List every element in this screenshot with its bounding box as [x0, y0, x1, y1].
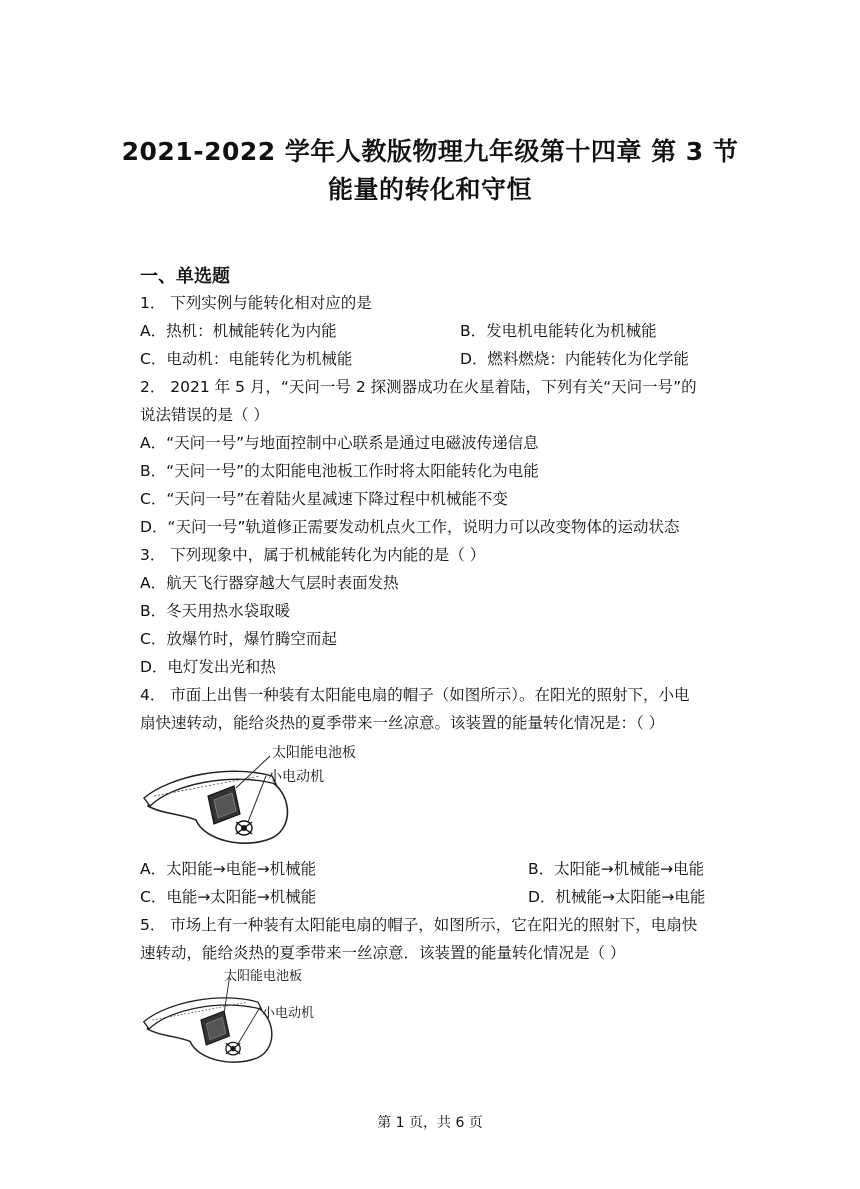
- question-3-option-d: D．电灯发出光和热: [140, 658, 276, 676]
- figure-1-label-motor: 小电动机: [268, 769, 324, 785]
- question-4-stem-line1: 4． 市面上出售一种装有太阳能电扇的帽子（如图所示）。在阳光的照射下，小电: [140, 686, 690, 704]
- figure-2-label-solar-panel: 太阳能电池板: [224, 969, 303, 984]
- page-title-line1: 2021-2022 学年人教版物理九年级第十四章 第 3 节: [121, 137, 739, 166]
- page-footer: 第 1 页，共 6 页: [377, 1115, 483, 1131]
- question-4-option-c: C．电能→太阳能→机械能: [140, 888, 317, 906]
- question-3-option-b: B．冬天用热水袋取暖: [140, 602, 291, 620]
- question-4-option-b: B．太阳能→机械能→电能: [528, 860, 705, 878]
- question-2-option-c: C．“天问一号”在着陆火星减速下降过程中机械能不变: [140, 490, 508, 508]
- question-2-option-a: A．“天问一号”与地面控制中心联系是通过电磁波传递信息: [140, 434, 539, 452]
- question-5-stem-line1: 5． 市场上有一种装有太阳能电扇的帽子，如图所示，它在阳光的照射下，电扇快: [140, 916, 698, 934]
- question-4-stem-line2: 扇快速转动，能给炎热的夏季带来一丝凉意。该装置的能量转化情况是：（ ）: [140, 714, 665, 732]
- question-1-option-d: D．燃料燃烧：内能转化为化学能: [460, 350, 689, 368]
- question-4-option-a: A．太阳能→电能→机械能: [140, 860, 317, 878]
- question-1-option-b: B．发电机电能转化为机械能: [460, 322, 657, 340]
- question-1-option-c: C．电动机：电能转化为机械能: [140, 350, 353, 368]
- figure-2-label-motor: 小电动机: [262, 1006, 315, 1021]
- question-3-stem: 3． 下列现象中，属于机械能转化为内能的是（ ）: [140, 546, 486, 564]
- page-title-line2: 能量的转化和守恒: [327, 175, 532, 204]
- question-1-stem: 1． 下列实例与能转化相对应的是: [140, 294, 372, 312]
- question-2-option-d: D．“天问一号”轨道修正需要发动机点火工作，说明力可以改变物体的运动状态: [140, 518, 680, 536]
- question-5-stem-line2: 速转动，能给炎热的夏季带来一丝凉意．该装置的能量转化情况是（ ）: [140, 944, 626, 962]
- question-3-option-a: A．航天飞行器穿越大气层时表面发热: [140, 574, 399, 592]
- question-4-option-d: D．机械能→太阳能→电能: [528, 888, 706, 906]
- question-2-stem-line1: 2． 2021 年 5 月，“天问一号 2 探测器成功在火星着陆，下列有关“天问一号”的: [140, 378, 697, 396]
- question-1-option-a: A．热机：机械能转化为内能: [140, 322, 337, 340]
- figure-1-label-solar-panel: 太阳能电池板: [272, 745, 356, 761]
- section-heading: 一、单选题: [140, 266, 230, 287]
- question-3-option-c: C．放爆竹时，爆竹腾空而起: [140, 630, 337, 648]
- question-2-option-b: B．“天问一号”的太阳能电池板工作时将太阳能转化为电能: [140, 462, 539, 480]
- question-2-stem-line2: 说法错误的是（ ）: [140, 406, 269, 424]
